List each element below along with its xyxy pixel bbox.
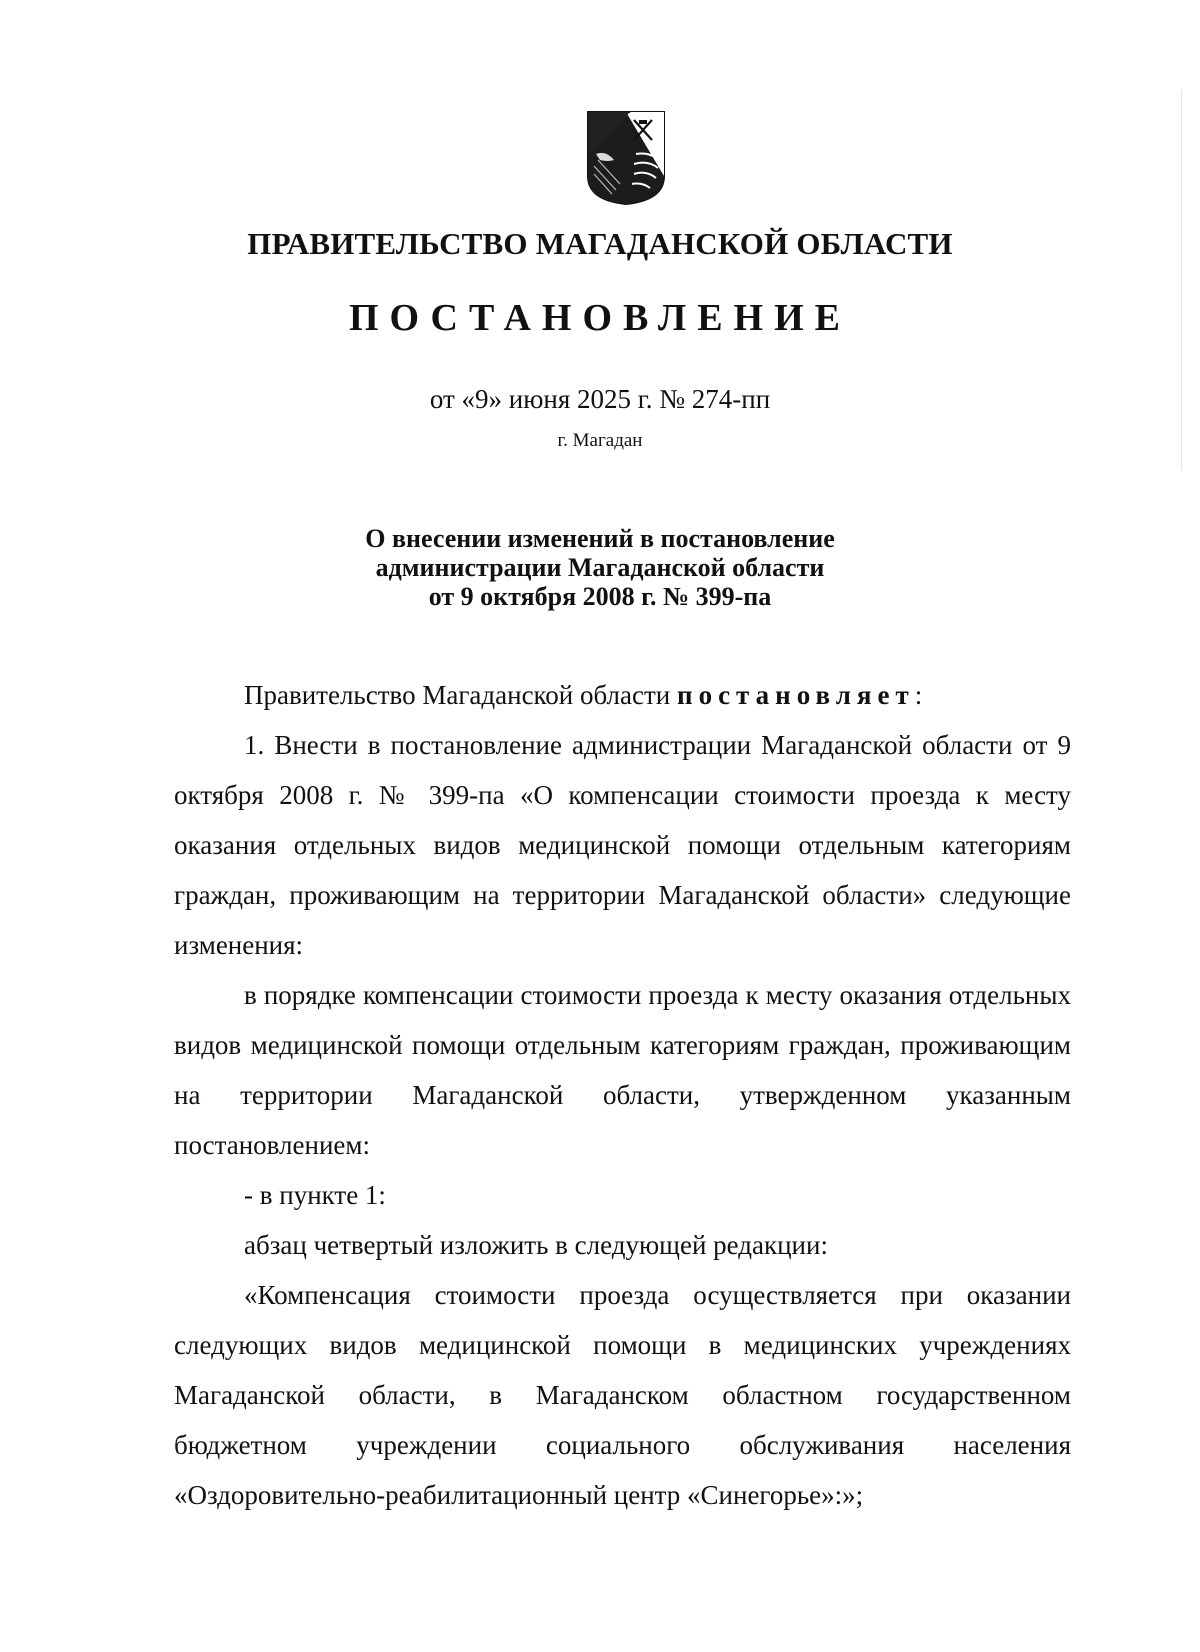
document-title-line: от 9 октября 2008 г. № 399-па (428, 582, 772, 611)
paragraph: в порядке компенсации стоимости проезда к месту оказания отдельных видов медицинской помощи отдельным категориям граждан, проживающим на территории Магаданской области, утвержденном указанным постановлением: (174, 980, 1071, 1160)
document-title-line: администрации Магаданской области (375, 553, 825, 582)
preamble-end: : (914, 680, 923, 710)
magadan-coat-of-arms-icon (586, 110, 666, 206)
paragraph: абзац четвертый изложить в следующей редакции: (244, 1230, 828, 1260)
paragraph: 1. Внести в постановление администрации Магаданской области от 9 октября 2008 г. № 399-па «О компенсации стоимости проезда к месту оказания отдельных видов медицинской помощи отдельным категориям граждан, проживающим на территории Магаданской области» следующие изменения: (174, 730, 1071, 960)
organization-name: ПРАВИТЕЛЬСТВО МАГАДАНСКОЙ ОБЛАСТИ (247, 226, 953, 261)
document-body (174, 670, 1071, 1520)
preamble-verb: постановляет (677, 680, 915, 710)
preamble-text: Правительство Магаданской области (244, 680, 678, 710)
document-date-number: от «9» июня 2025 г. № 274-пп (429, 384, 771, 414)
preamble (174, 670, 1071, 720)
document-title (0, 524, 1200, 611)
document-type: ПОСТАНОВЛЕНИЕ (348, 297, 852, 339)
paragraph: «Компенсация стоимости проезда осуществляется при оказании следующих видов медицинской помощи в медицинских учреждениях Магаданской области, в Магаданском областном государственном бюджетном учреждении социального обслуживания населения «Оздоровительно-реабилитационный центр «Синегорье»:»; (174, 1280, 1071, 1510)
paragraph: - в пункте 1: (244, 1180, 386, 1210)
document-city: г. Магадан (557, 430, 643, 451)
document-title-line: О внесении изменений в постановление (365, 524, 835, 553)
